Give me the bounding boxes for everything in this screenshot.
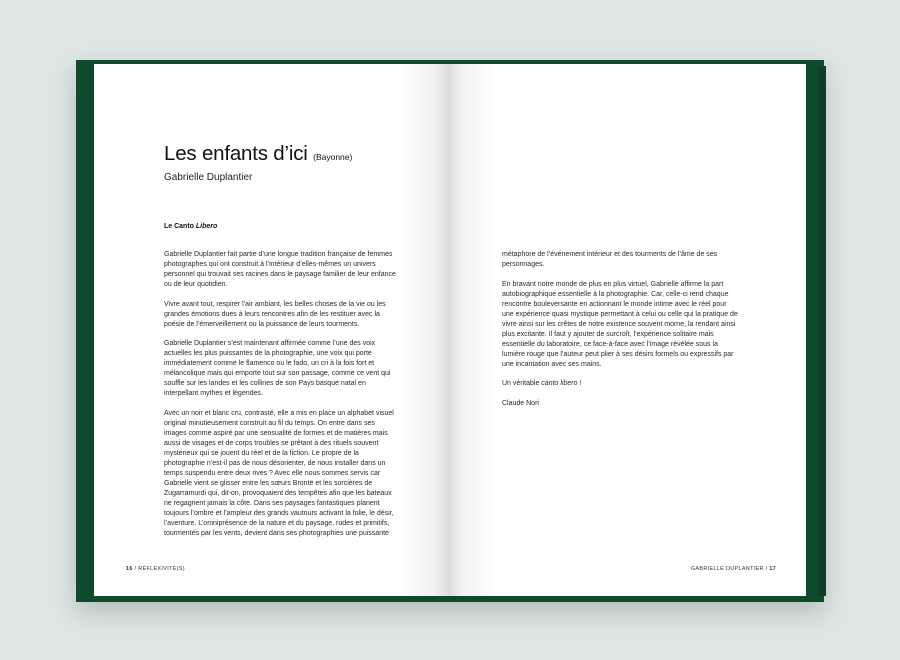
right-body-text [502,250,738,418]
section-heading [164,223,217,230]
closing-line [502,379,738,389]
right-page-number: 17 [769,566,776,572]
left-folio [126,566,185,572]
chapter-title [164,142,352,166]
closing-suffix: ! [577,380,582,387]
closing-italic: canto libero [541,380,578,387]
book-cover-edge [818,66,826,596]
paragraph: Avec un noir et blanc cru, contrasté, elle a mis en place un alphabet visuel original minutieusement construit au fil du temps. On entre dans ses images comme aspiré par une sensualité de formes et de matières mais aussi de visages et de corps troubles se prêtant à des rituels souvent mystérieux qui se jouent du réel et de la fiction. Le propre de la photographie n’est-il pas de nous désorienter, de nous installer dans un temps suspendu entre deux rives ? Avec elle nous sommes servis car Gabrielle vient se glisser entre les sœurs Brontë et les sorcières de Zugarramurdi qui, dit-on, provoquaient des tempêtes afin que les bateaux ne regagnent jamais la côte. Dans ses paysages fantastiques planent toujours l’ombre et l’ampleur des grands vautours activant la folie, le désir, l’aventure. L’omniprésence de la nature et du paysage, rudes et primitifs, tourmentés par les vents, devient dans ses photographies une puissante [164,409,394,537]
right-folio [691,566,776,572]
left-running-head: / RÉFLEXIVITÉ(S) [132,566,185,572]
left-page-gutter-shadow [398,64,450,596]
left-page-number: 16 [126,566,133,572]
right-running-head: GABRIELLE DUPLANTIER / [690,566,770,572]
paragraph: En bravant notre monde de plus en plus virtuel, Gabrielle affirme la part autobiographique essentielle à la photographie. Car, celle-ci rend chaque rencontre bouleversante en actionnant le monde intime avec le réel pour une expérience quasi mystique permettant à celui ou celle qui la pratique de vivre ainsi sur les crêtes de notre existence souvent morne, la rendant ainsi plus excitante. Il faut y ajouter de surcroît, l’expérience solitaire mais essentielle du laboratoire, ce face-à-face avec l’image révélée sous la lumière rouge que l’auteur peut plier à ses désirs formels ou expressifs par une incantation avec ses mains. [502,280,738,368]
chapter-title-text: Les enfants d’ici [164,142,308,165]
signature: Claude Nori [502,399,539,407]
paragraph: Gabrielle Duplantier s’est maintenant affirmée comme l’une des voix actuelles les plus puissantes de la photographie, une voix qui porte immédiatement comme le flamenco ou le fado, un cri à la fois fort et mélancolique mais qui emporte tout sur son passage, comme ce vent qui souffle sur les landes et les collines de son Pays basque natal en interpellant mythes et légendes. [164,340,391,397]
section-heading-italic: Libero [195,223,218,230]
right-page [450,64,806,596]
paragraph: métaphore de l’événement intérieur et des tourments de l’âme de ses personnages. [502,251,718,268]
closing-prefix: Un véritable [502,380,542,387]
chapter-author: Gabrielle Duplantier [164,172,253,183]
paragraph: Gabrielle Duplantier fait partie d’une longue tradition française de femmes photographes qui ont construit à l’intérieur d’elles-mêmes un univers personnel qui trouvait ses racines dans le paysage familier de leur enfance ou de leur quotidien. [164,251,396,288]
left-page [94,64,450,596]
right-page-gutter-shadow [450,64,494,596]
paragraph: Vivre avant tout, respirer l’air ambiant, les belles choses de la vie ou les grandes émotions dues à leurs rencontres afin de les restituer avec la poésie de l’émerveillement ou la puissance de leurs tourments. [164,300,386,328]
chapter-title-place: (Bayonne) [313,152,353,162]
section-heading-prefix: Le Canto [164,223,196,230]
left-body-text [164,250,396,548]
